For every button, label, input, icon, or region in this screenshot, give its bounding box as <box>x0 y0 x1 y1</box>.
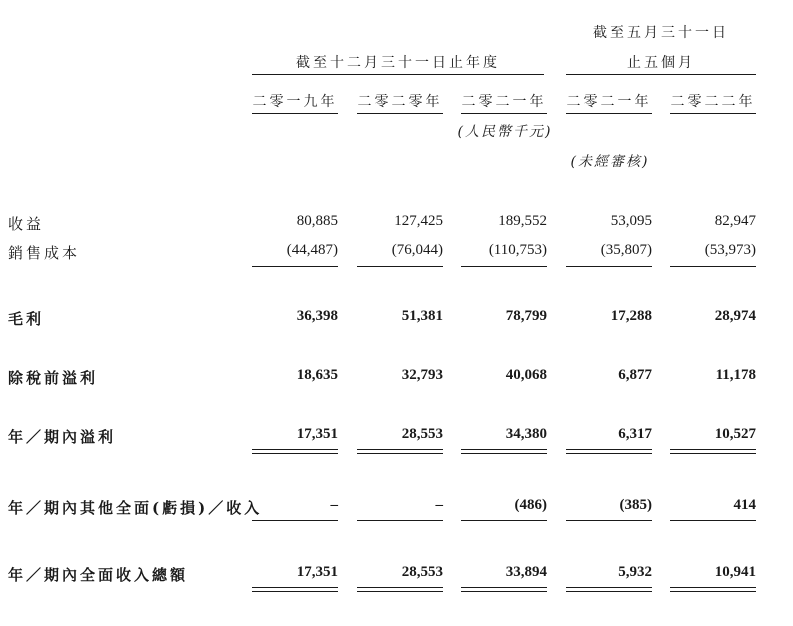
cell-cost-of-sales-2021: (110,753) <box>488 242 547 258</box>
subtotal-rule <box>566 266 652 267</box>
total-double-rule <box>252 587 338 592</box>
currency-note: (人民幣千元) <box>457 124 553 140</box>
five-month-period-header-line2: 止五個月 <box>627 55 695 71</box>
cell-revenue-2022-5m: 82,947 <box>714 213 756 229</box>
cell-profit-before-tax-2021: 40,068 <box>505 367 547 383</box>
cell-gross-profit-2019: 36,398 <box>296 308 338 324</box>
cell-total-comprehensive-2021: 33,894 <box>505 564 547 580</box>
cell-other-comprehensive-2019: – <box>330 497 338 513</box>
subtotal-rule <box>252 266 338 267</box>
total-double-rule <box>357 449 443 454</box>
column-header-2022-5m: 二零二二年 <box>670 94 756 110</box>
cell-profit-before-tax-2021-5m: 6,877 <box>618 367 652 383</box>
cell-profit-before-tax-2022-5m: 11,178 <box>715 367 756 383</box>
total-double-rule <box>252 449 338 454</box>
cell-profit-for-period-2020: 28,553 <box>401 426 443 442</box>
cell-other-comprehensive-2020: – <box>435 497 443 513</box>
total-double-rule <box>566 587 652 592</box>
header-group2-rule <box>566 74 756 75</box>
column-header-2020: 二零二零年 <box>357 94 443 110</box>
column-header-2019: 二零一九年 <box>252 94 338 110</box>
cell-revenue-2021-5m: 53,095 <box>610 213 652 229</box>
cell-gross-profit-2021: 78,799 <box>505 308 547 324</box>
row-label-profit-for-period: 年／期內溢利 <box>8 428 117 446</box>
subtotal-rule <box>461 266 547 267</box>
total-double-rule <box>461 587 547 592</box>
cell-gross-profit-2022-5m: 28,974 <box>714 308 756 324</box>
row-label-profit-before-tax: 除稅前溢利 <box>8 369 99 387</box>
total-double-rule <box>566 449 652 454</box>
cell-other-comprehensive-2021: (486) <box>514 497 547 513</box>
row-label-total-comprehensive: 年／期內全面收入總額 <box>8 566 189 584</box>
year-period-header: 截至十二月三十一日止年度 <box>296 55 500 71</box>
subtotal-rule <box>670 266 756 267</box>
cell-cost-of-sales-2021-5m: (35,807) <box>600 242 652 258</box>
cell-profit-for-period-2021-5m: 6,317 <box>618 426 652 442</box>
subtotal-rule <box>252 520 338 521</box>
subtotal-rule <box>357 520 443 521</box>
total-double-rule <box>670 449 756 454</box>
subtotal-rule <box>461 520 547 521</box>
cell-profit-before-tax-2020: 32,793 <box>401 367 443 383</box>
row-label-revenue: 收益 <box>8 215 45 233</box>
cell-profit-before-tax-2019: 18,635 <box>296 367 338 383</box>
unaudited-note: (未經審核) <box>570 154 650 170</box>
five-month-period-header-line1: 截至五月三十一日 <box>593 25 729 41</box>
row-label-cost-of-sales: 銷售成本 <box>8 244 81 262</box>
cell-revenue-2019: 80,885 <box>296 213 338 229</box>
subtotal-rule <box>566 520 652 521</box>
cell-revenue-2020: 127,425 <box>394 213 443 229</box>
cell-total-comprehensive-2020: 28,553 <box>401 564 443 580</box>
total-double-rule <box>357 587 443 592</box>
column-rule <box>461 113 547 114</box>
cell-gross-profit-2020: 51,381 <box>401 308 443 324</box>
cell-total-comprehensive-2022-5m: 10,941 <box>714 564 756 580</box>
cell-revenue-2021: 189,552 <box>498 213 547 229</box>
total-double-rule <box>670 587 756 592</box>
total-double-rule <box>461 449 547 454</box>
column-rule <box>252 113 338 114</box>
column-rule <box>566 113 652 114</box>
column-header-2021: 二零二一年 <box>461 94 547 110</box>
column-rule <box>357 113 443 114</box>
cell-total-comprehensive-2019: 17,351 <box>296 564 338 580</box>
cell-cost-of-sales-2019: (44,487) <box>286 242 338 258</box>
subtotal-rule <box>670 520 756 521</box>
cell-gross-profit-2021-5m: 17,288 <box>610 308 652 324</box>
cell-cost-of-sales-2022-5m: (53,973) <box>704 242 756 258</box>
cell-profit-for-period-2022-5m: 10,527 <box>714 426 756 442</box>
cell-other-comprehensive-2022-5m: 414 <box>733 497 756 513</box>
cell-profit-for-period-2019: 17,351 <box>296 426 338 442</box>
column-header-2021-5m: 二零二一年 <box>566 94 652 110</box>
subtotal-rule <box>357 266 443 267</box>
cell-other-comprehensive-2021-5m: (385) <box>619 497 652 513</box>
column-rule <box>670 113 756 114</box>
cell-profit-for-period-2021: 34,380 <box>505 426 547 442</box>
row-label-gross-profit: 毛利 <box>8 310 45 328</box>
cell-cost-of-sales-2020: (76,044) <box>391 242 443 258</box>
cell-total-comprehensive-2021-5m: 5,932 <box>618 564 652 580</box>
header-group1-rule <box>252 74 544 75</box>
row-label-other-comprehensive: 年／期內其他全面(虧損)／收入 <box>8 499 263 517</box>
